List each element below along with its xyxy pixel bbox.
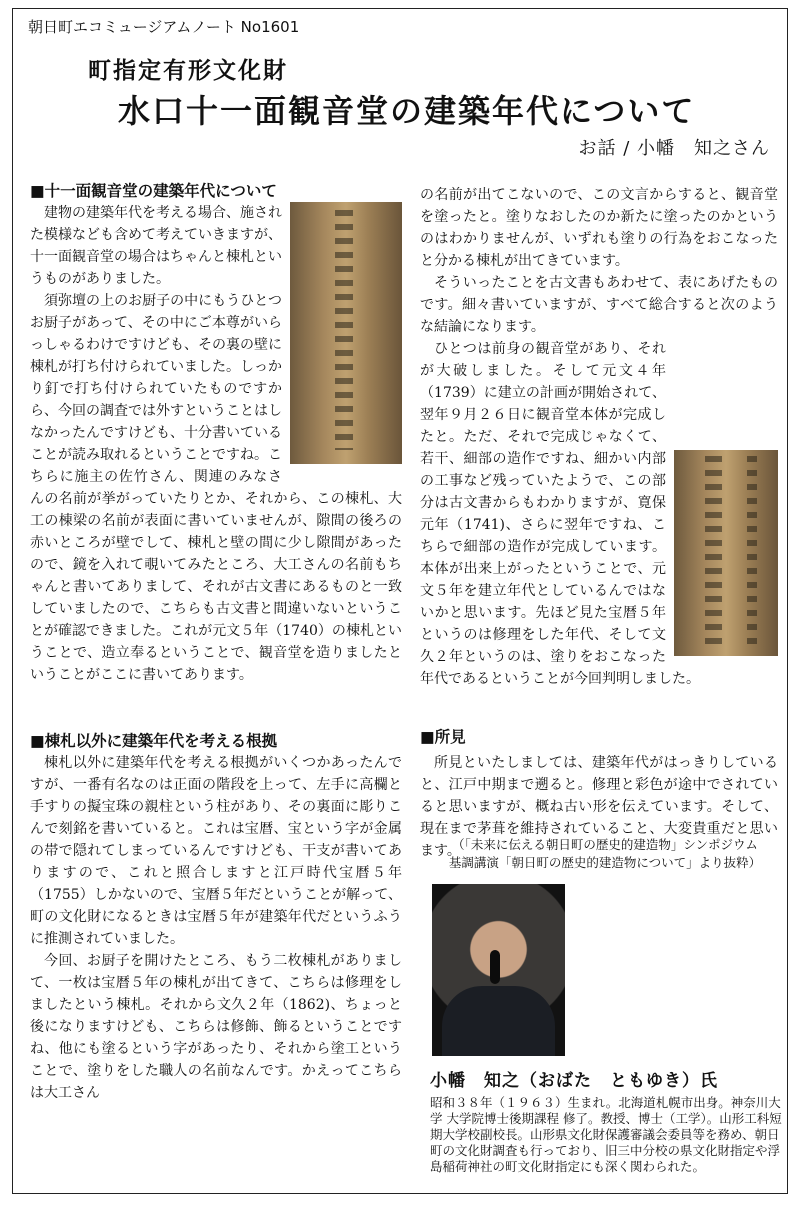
munafuda-photo-2 [674, 450, 778, 656]
section2-paragraph: 棟札以外に建築年代を考える根拠がいくつかあったんですが、一番有名なのは正面の階段を上って、左手に高欄と手すりの擬宝珠の親柱という柱があり、その裏面に彫りこんで刻銘を書いていると。これは宝暦、宝という字が金属の帯で隠れてしまっているんですけども、干支が書いてありますので、これと照合しますと江戸時代宝暦５年（1755）しかないので、宝暦５年だということが解って、町の文化財になるときは宝暦５年が建築年代だというふうに推測されていました。 [30, 755, 402, 947]
bio-name: 小幡 知之（おばた ともゆき）氏 [430, 1071, 718, 1091]
speaker-portrait [432, 884, 565, 1056]
section2-heading: ■棟札以外に建築年代を考える根拠 [30, 732, 278, 750]
series-label: 朝日町エコミュージアムノート No1601 [28, 18, 300, 36]
right-paragraph: の名前が出てこないので、この文言からすると、観音堂を塗ったと。塗りなおしたのか新たに塗ったのかというのはわかりませんが、いずれも塗りの行為をおこなったと分かる棟札が出てきています。 [420, 187, 778, 269]
page-title: 水口十一面観音堂の建築年代について [118, 92, 696, 130]
bio-text: 昭和３８年（１９６３）生まれ。北海道札幌市出身。神奈川大学 大学院博士後期課程 修了。教授、博士（工学）。山形工科短期大学校副校長。山形県文化財保護審議会委員等を務め、朝日町の文化財調査も行っており、旧三中分校の県文化財指定や浮島稲荷神社の町文化財指定にも深く関わられた。 [430, 1095, 782, 1174]
section1-paragraph: 須弥壇の上のお厨子の中にもうひとつお厨子があって、その中にご本尊がいらっしゃるわけですけども、その裏の壁に棟札が打ち付けられていました。しっかり釘で打ち付けられていたものですから、今回の調査では外すということはしなかったんですけども、十分書いていることが読み取れるということですね。こちらに施主の佐竹さん、関連のみなさんの名前が挙がっていたりとか、それから、この棟札、大工の棟梁の名前が表面に書いていませんが、隙間の後ろの赤いところが壁でして、棟札と壁の間に少し隙間があったので、鏡を入れて覗いてみたところ、大工さんの名前もちゃんと書いてありまして、それが古文書にあるものと一致していましたので、こちらも古文書と間違いないということが確認できました。これが元文５年（1740）の棟札ということで、造立奉るということで、観音堂を造りましたということがここに書いてあります。 [30, 293, 402, 683]
source-line: （「未来に伝える朝日町の歴史的建造物」シンポジウム [452, 837, 758, 852]
left-column [30, 180, 402, 1104]
speaker-credit: お話 / 小幡 知之さん [578, 138, 770, 159]
section3-paragraph: 所見といたしましては、建築年代がはっきりしていると、江戸中期まで遡ると。修理と彩色が途中でされていると思いますが、概ね古い形を伝えています。そして、現在まで茅葺を維持されていること、大変貴重だと思います。 [420, 755, 778, 859]
section2-paragraph: 今回、お厨子を開けたところ、もう二枚棟札がありまして、一枚は宝暦５年の棟札が出てきて、こちらは修理をしましたという棟札。それから文久２年（1862)、ちょっと後になりますけども、こちらは修飾、飾るということですね、他にも塗るという字があったり、それから塗工ということで、塗りをした職人の名前なんです。かえってこちらは大工さん [30, 953, 402, 1101]
section1-paragraph: 建物の建築年代を考える場合、施された模様なども含めて考えていきますが、十一面観音堂の場合はちゃんと棟札というものがありました。 [30, 205, 282, 287]
section3-heading: ■所見 [420, 728, 466, 746]
right-paragraph: ひとつは前身の観音堂があり、それが大破しました。そして元文４年（1739）に建立の計画が開始されて、翌年９月２６日に観音堂本体が完成したと。ただ、それで完成じゃなくて、若干、細部の造作ですね、細かい内部の工事など残っていたようで、この部分は古文書からもわかりますが、寛保元年（1741)、さらに翌年ですね、こちらで細部の造作が完成しています。本体が出来上がったということで、元文５年を建立年代としているんではないかと思います。先ほど見た宝暦５年というのは修理をした年代、そして文久２年というのは、塗りをおこなった年代であるということが今回判明しました。 [420, 341, 700, 687]
right-column [420, 184, 778, 862]
munafuda-photo [290, 202, 402, 464]
section1-heading: ■十一面観音堂の建築年代について [30, 182, 277, 200]
source-line: 基調講演「朝日町の歴史的建造物について」より抜粋） [448, 855, 762, 870]
subtitle: 町指定有形文化財 [88, 57, 288, 84]
source-note [430, 836, 780, 872]
right-paragraph: そういったことを古文書もあわせて、表にあげたものです。細々書いていますが、すべて総合すると次のような結論になります。 [420, 275, 778, 335]
